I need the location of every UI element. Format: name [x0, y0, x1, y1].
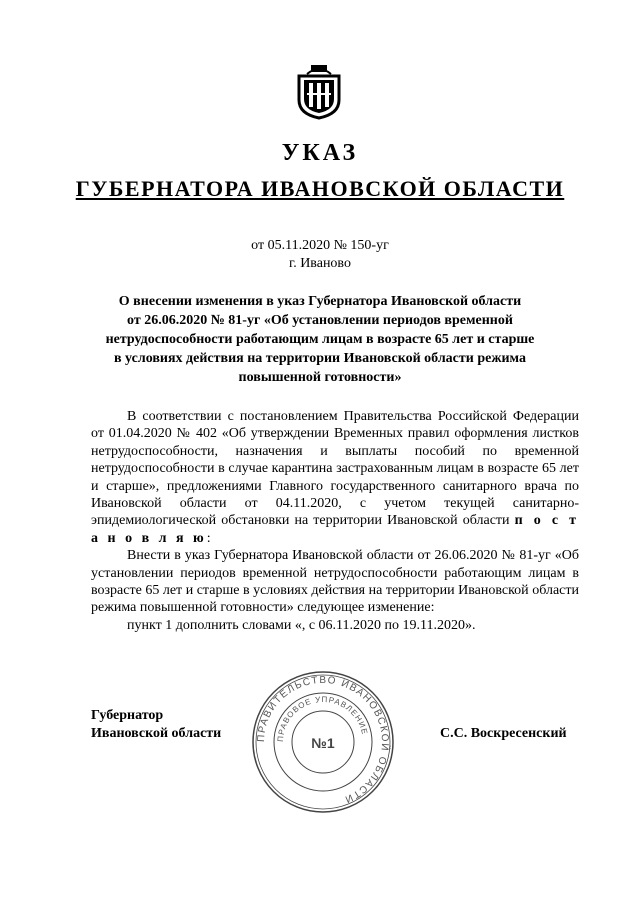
preamble-text: В соответствии с постановлением Правительства Российской Федерации от 01.04.2020 № 402 «Об утверждении Временных правил оформления листков нетрудоспособности, назначения и выплаты пособий по временной нетрудоспособности в случае карантина застрахованным лицам в возрасте 65 лет и старше», предложениями Главного государственного санитарного врача по Ивановской области от 04.11.2020, с учетом текущей санитарно-эпидемиологической обстановки на территории Ивановской области — [91, 409, 579, 529]
subject-line: от 26.06.2020 № 81-уг «Об установлении периодов временной — [127, 313, 513, 328]
body-paragraph-preamble — [91, 408, 579, 547]
body-paragraph-amendment: Внести в указ Губернатора Ивановской области от 26.06.2020 № 81-уг «Об установлении периодов временной нетрудоспособности работающим лицам в возрасте 65 лет и старше в условиях действия на территории Ивановской области режима повышенной готовности» следующее изменение: — [91, 548, 579, 616]
document-date-number: от 05.11.2020 № 150-уг — [251, 238, 389, 253]
signatory-position-line: Губернатор — [91, 708, 164, 723]
signatory-position — [91, 707, 221, 743]
seal-inner-text: ПРАВОВОЕ УПРАВЛЕНИЕ — [275, 694, 370, 743]
document-city: г. Иваново — [289, 256, 351, 271]
decree-colon: : — [206, 530, 211, 546]
coat-of-arms-icon — [293, 62, 345, 120]
signatory-position-line: Ивановской области — [91, 726, 222, 741]
subject-line: О внесении изменения в указ Губернатора Ивановской области — [118, 294, 522, 309]
subject-line: нетрудоспособности работающим лицам в возрасте 65 лет и старше — [105, 332, 535, 347]
subject-line: повышенной готовности» — [238, 370, 402, 385]
document-subtitle: ГУБЕРНАТОРА ИВАНОВСКОЙ ОБЛАСТИ — [75, 176, 565, 201]
document-subject — [100, 292, 540, 387]
decree-word: п о с т а н о в л я ю — [91, 513, 580, 546]
document-body — [91, 408, 579, 634]
signatory-name: С.С. Воскресенский — [440, 726, 567, 741]
body-paragraph-clause: пункт 1 дополнить словами «, с 06.11.2020 по 19.11.2020». — [127, 617, 476, 633]
document-title: УКАЗ — [281, 140, 359, 166]
seal-outer-text: ПРАВИТЕЛЬСТВО ИВАНОВСКОЙ ОБЛАСТИ — [255, 674, 391, 805]
official-seal-icon — [249, 668, 397, 816]
subject-line: в условиях действия на территории Ивановской области режима — [114, 351, 526, 366]
seal-number: №1 — [311, 735, 335, 751]
